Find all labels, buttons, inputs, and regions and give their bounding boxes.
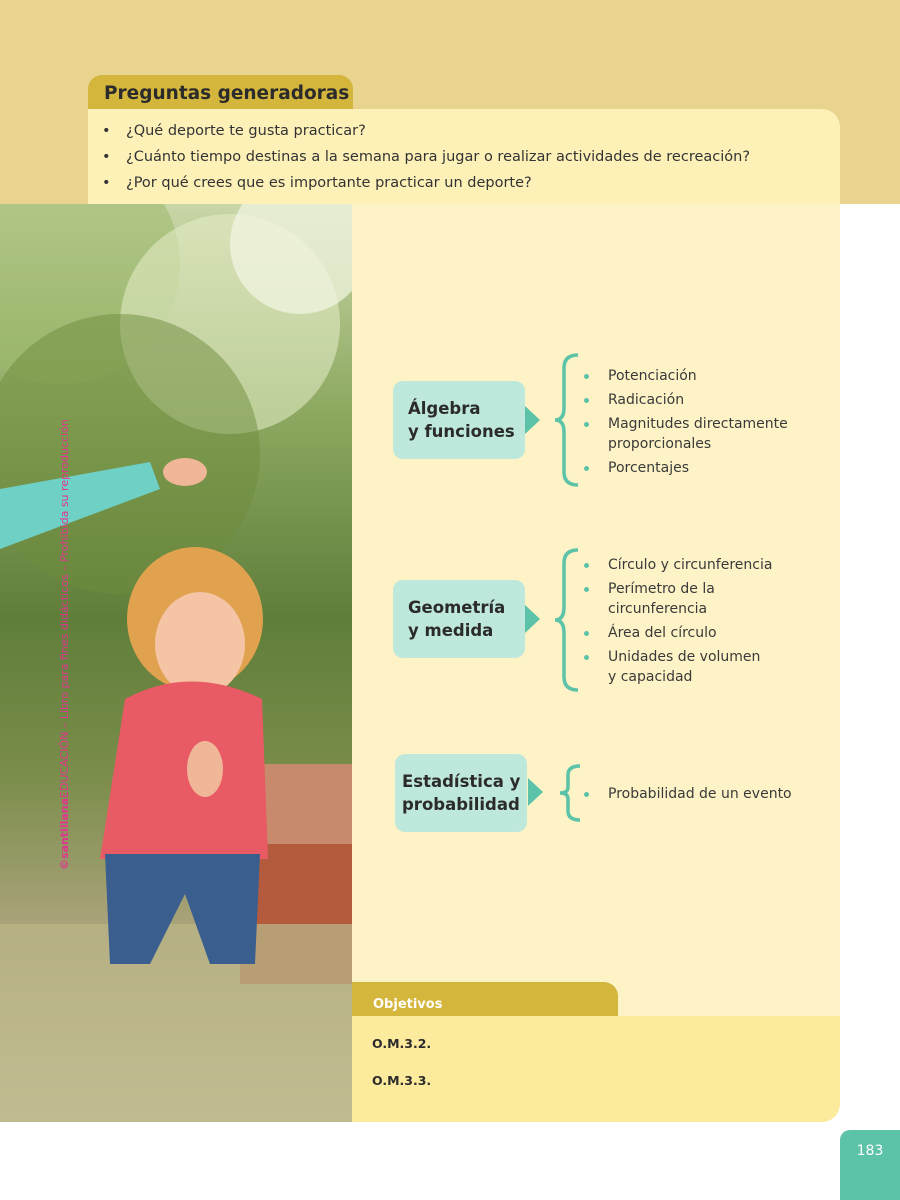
objetivos-panel (352, 1016, 840, 1122)
page-number-badge (840, 1130, 900, 1200)
objetivos-title: Objetivos (373, 997, 443, 1012)
arrow-icon (528, 778, 543, 806)
list-item: Área del círculo (582, 623, 772, 643)
photo-child-running (0, 204, 352, 1122)
page-number: 183 (856, 1143, 884, 1159)
list-item: Perímetro de la circunferencia (582, 579, 752, 619)
topic-geometria-title: Geometría y medida (408, 598, 506, 640)
arrow-icon (525, 605, 540, 633)
brace-icon (556, 763, 584, 823)
watermark: ©santillanaEDUCACIÓN – Libro para fines didácticos – Prohibida su reproducción (58, 419, 71, 870)
bullet-icon: • (102, 123, 111, 139)
bullet-icon: • (102, 149, 111, 165)
objetivos-tab (352, 982, 618, 1018)
preguntas-title: Preguntas generadoras (104, 83, 350, 104)
list-item: Probabilidad de un evento (582, 784, 792, 804)
pregunta-item: • ¿Cuánto tiempo destinas a la semana para jugar o realizar actividades de recreación? (102, 146, 840, 172)
list-item: Porcentajes (582, 458, 792, 478)
topic-estadistica-box (395, 754, 527, 832)
preguntas-panel (88, 109, 840, 204)
list-item: Magnitudes directamente proporcionales (582, 414, 792, 454)
preguntas-tab (88, 75, 353, 111)
objetivo-item: O.M.3.3. (372, 1073, 432, 1088)
list-item: Círculo y circunferencia (582, 555, 772, 575)
preguntas-list (102, 120, 840, 198)
topic-geometria-box (393, 580, 525, 658)
topic-algebra-list (582, 366, 792, 482)
pregunta-item: • ¿Por qué crees que es importante practicar un deporte? (102, 172, 840, 198)
brace-icon (552, 547, 582, 693)
list-item: Potenciación (582, 366, 792, 386)
topic-estadistica-title: Estadística y probabilidad (402, 772, 521, 814)
topic-algebra-title: Álgebra y funciones (408, 399, 515, 441)
photo-illustration (0, 204, 352, 1122)
list-item: Unidades de volumen y capacidad (582, 647, 772, 687)
topic-estadistica-list (582, 784, 792, 808)
list-item: Radicación (582, 390, 792, 410)
topic-algebra-box (393, 381, 525, 459)
objetivo-item: O.M.3.2. (372, 1036, 432, 1051)
pregunta-item: • ¿Qué deporte te gusta practicar? (102, 120, 840, 146)
bullet-icon: • (102, 175, 111, 191)
brace-icon (552, 352, 582, 488)
arrow-icon (525, 406, 540, 434)
topic-geometria-list (582, 555, 772, 691)
